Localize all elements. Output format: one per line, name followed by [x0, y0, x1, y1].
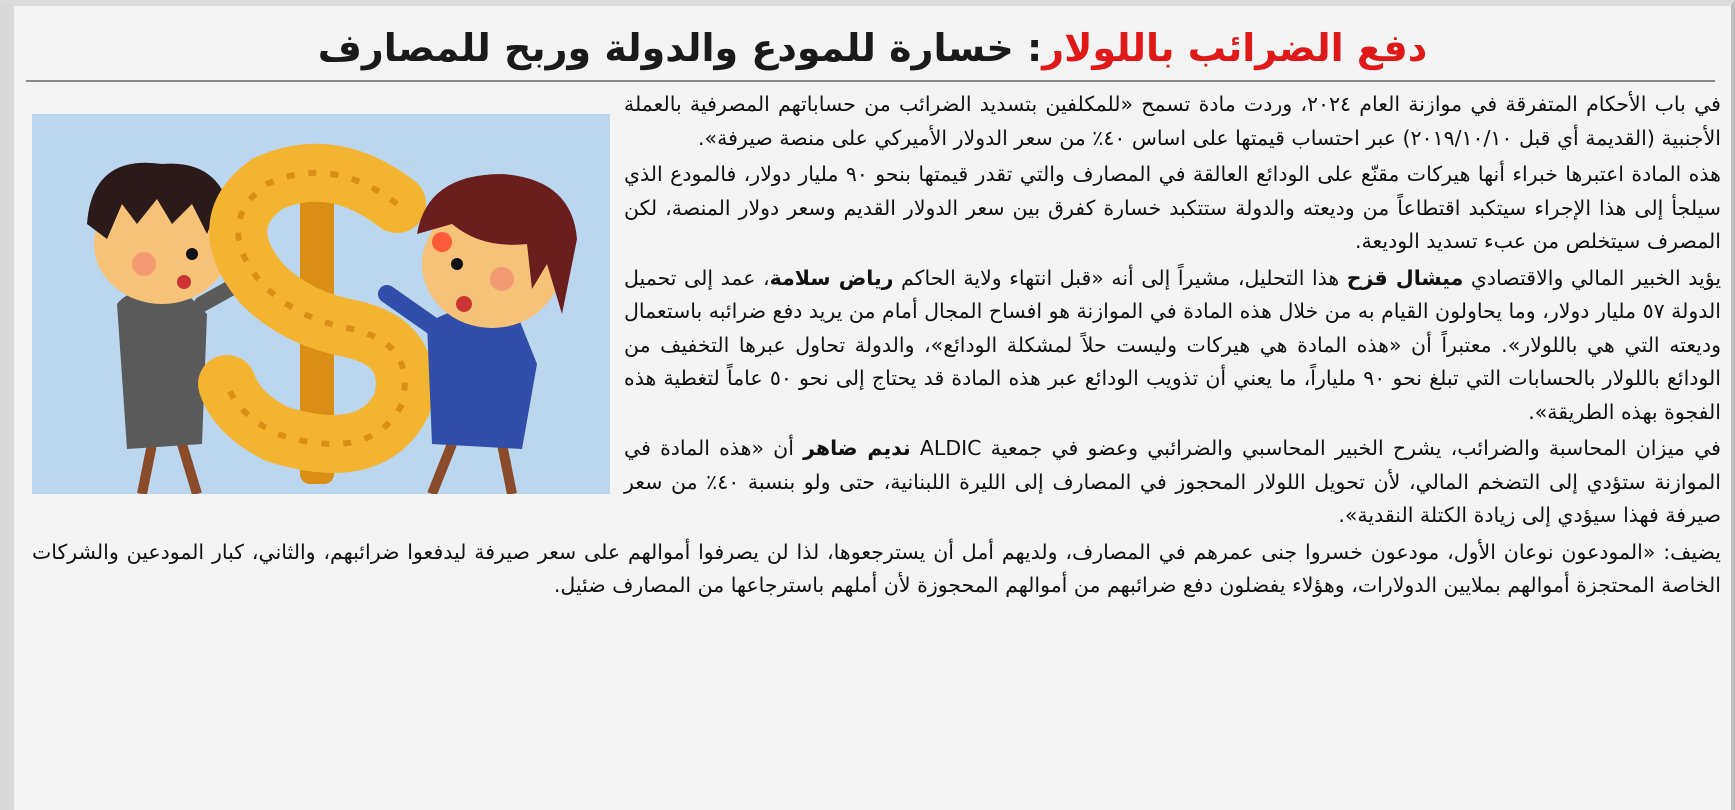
name-michel-kazah: ميشال قزح	[1346, 265, 1464, 290]
article-illustration	[32, 114, 610, 494]
paragraph-text: هذا التحليل، مشيراً إلى أنه «قبل انتهاء ولاية الحاكم	[893, 265, 1347, 290]
paragraph-text: ، عمد إلى تحميل الدولة ٥٧ مليار دولار، وما يحاولون القيام به من خلال هذه المادة في الموازنة هو افساح المجال أمام من يريد دفع ضرائبه باستعمال وديعته التي هي باللولار». معتبراً أن «هذه المادة هي هيركات وليست حلاً لمشكلة الودائع»، والدولة تحاول عبرها التخفيف من الودائع باللولار بالحسابات التي تبلغ نحو ٩٠ ملياراً، ما يعني أن تذويب الودائع عبر هذه المادة قد يحتاج إلى نحو ٥٠ عاماً لتغطية هذه الفجوة بهذه الطريقة».	[624, 265, 1721, 424]
paragraph-5	[32, 536, 1721, 603]
two-men-dollar-tug-illustration	[32, 114, 610, 494]
paragraph-text: يؤيد الخبير المالي والاقتصادي	[1463, 265, 1722, 290]
headline-rule	[26, 80, 1715, 82]
paragraph-text: في ميزان المحاسبة والضرائب، يشرح الخبير المحاسبي والضرائبي وعضو في جمعية ALDIC	[910, 436, 1721, 460]
article-body	[32, 88, 1721, 804]
headline-red-part: دفع الضرائب باللولار	[1042, 26, 1428, 70]
headline	[14, 24, 1731, 72]
paragraph-text: هذه المادة اعتبرها خبراء أنها هيركات مقنّع على الودائع العالقة في المصارف والتي تقدر قيمتها بنحو ٩٠ مليار دولار، فالمودع الذي سيلجأ إلى هذا الإجراء سيتكبد اقتطاعاً من وديعته والدولة ستتكبد خسارة كفرق بين سعر الدولار القديم وسعر دولار المنصة، لكن المصرف سيتخلص من عبء تسديد الوديعة.	[624, 162, 1721, 253]
headline-separator: :	[1013, 26, 1043, 70]
paragraph-text: يضيف: «المودعون نوعان الأول، مودعون خسروا جنى عمرهم في المصارف، ولديهم أمل أن يسترجعوها، لذا لن يصرفوا أموالهم على سعر صيرفة ليدفعوا ضرائبهم، والثاني، كبار المودعين والشركات الخاصة المحتجزة أموالهم بملايين الدولارات، وهؤلاء يفضلون دفع ضرائبهم من أموالهم المحجوزة لأن أملهم باسترجاعها من المصارف ضئيل.	[32, 539, 1721, 597]
paragraph-text: في باب الأحكام المتفرقة في موازنة العام ٢٠٢٤، وردت مادة تسمح «للمكلفين بتسديد الضرائب من حساباتهم المصرفية بالعملة الأجنبية (القديمة أي قبل ٢٠١٩/١٠/١٠) عبر احتساب قيمتها على اساس ٤٠٪ من سعر الدولار الأميركي على منصة صيرفة».	[624, 92, 1721, 150]
paragraph-text: أن «هذه المادة في الموازنة ستؤدي إلى التضخم المالي، لأن تحويل اللولار المحجوز في المصارف إلى الليرة اللبنانية، حتى ولو بنسبة ٤٠٪ من سعر صيرفة فهذا سيؤدي إلى زيادة الكتلة النقدية».	[624, 436, 1721, 527]
headline-black-part: خسارة للمودع والدولة وربح للمصارف	[317, 26, 1014, 70]
name-nadim-daher: نديم ضاهر	[803, 436, 911, 460]
name-riad-salameh: رياض سلامة	[769, 265, 894, 290]
